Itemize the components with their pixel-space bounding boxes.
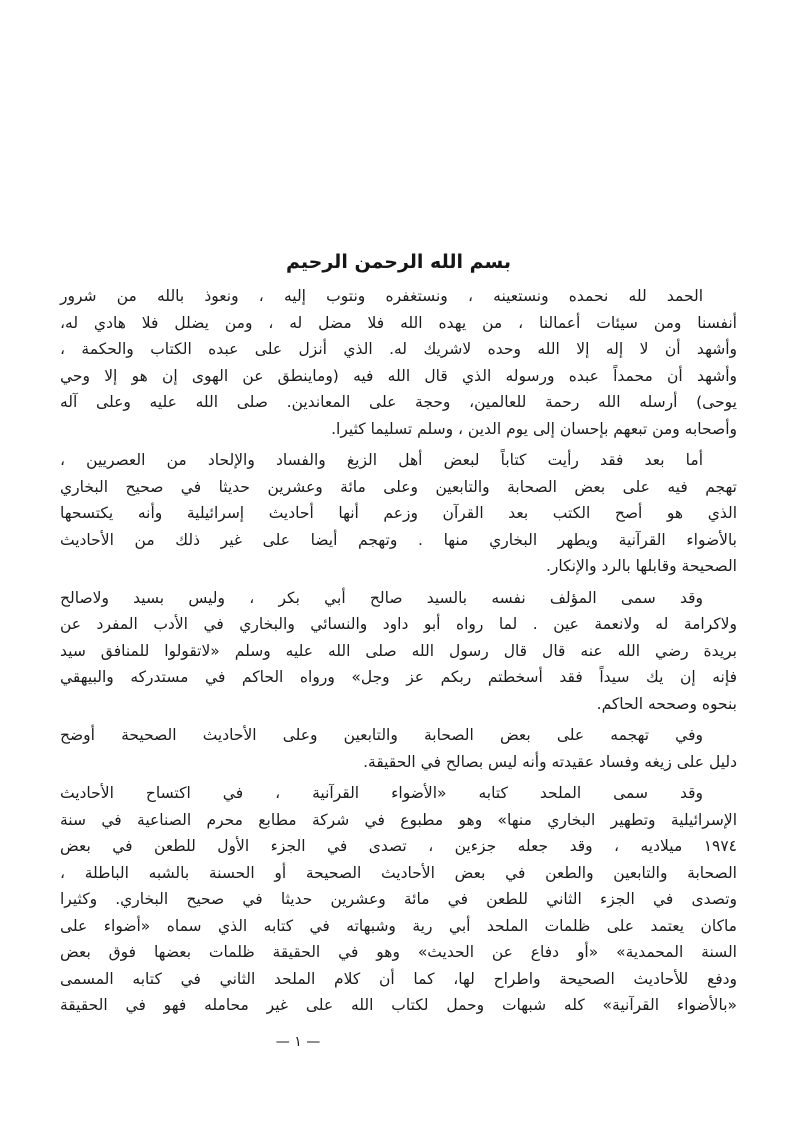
paragraph-hamd [60,283,737,442]
body-line: الذي هو أصح الكتب بعد القرآن وزعم أنها أحاديث إسرائيلية وأنه يكتسحها [60,504,737,522]
body-line: أنفسنا ومن سيئات أعمالنا ، من يهده الله فلا مضل له ، ومن يضلل فلا هادي له، [60,313,737,332]
body-line: السنة المحمدية» «أو دفاع عن الحديث» وهو في الحقيقة ظلمات بعضها فوق بعض [60,943,737,961]
text-block [60,246,737,1019]
page-number: — ١ — [275,1034,321,1050]
body-line: وقد سمى المؤلف نفسه بالسيد صالح أبي بكر ، وليس بسيد ولاصالح [60,588,703,607]
paragraph-amma-baad [60,447,737,580]
basmala-title: بسم الله الرحمن الرحيم [286,251,511,273]
body-line: الصحيحة وقابلها بالرد والإنكار. [545,557,737,575]
body-line: الحمد لله نحمده ونستعينه ، ونستغفره ونتوب إليه ، ونعوذ بالله من شرور [60,287,703,305]
paragraph-author-name [60,585,737,718]
body-line: وتصدى في الجزء الثاني للطعن في مائة وعشرين حديثا في صحيح البخاري. وكثيرا [60,890,737,908]
body-line: الصحابة والتابعين والطعن في بعض الأحاديث الصحيحة أو الحسنة بالشبه الباطلة ، [60,863,737,882]
body-line: وأصحابه ومن تبعهم بإحسان إلى يوم الدين ، وسلم تسليما كثيرا. [331,419,737,438]
paragraph-book-title [60,780,737,1019]
body-line: ١٩٧٤ ميلاديه ، وقد جعله جزءين ، تصدى في الجزء الأول للطعن في بعض [60,837,737,855]
body-line: دليل على زيغه وفساد عقيدته وأنه ليس بصالح في الحقيقة. [363,752,737,771]
body-line: وقد سمى الملحد كتابه «الأضواء القرآنية ، في اكتساح الأحاديث [60,784,703,802]
body-line: تهجم فيه على بعض الصحابة والتابعين وعلى مائة وعشرين حديثا في صحيح البخاري [60,477,737,496]
body-line: وفي تهجمه على بعض الصحابة والتابعين وعلى الأحاديث الصحيحة أوضح [60,726,703,744]
body-line: بريدة رضي الله عنه قال قال رسول الله صلى الله عليه وسلم «لاتقولوا للمنافق سيد [60,641,737,660]
body-line: أما بعد فقد رأيت كتاباً لبعض أهل الزيغ والفساد والإلحاد من العصريين ، [60,451,703,469]
body-line: «بالأضواء القرآنية» كله شبهات وحمل لكتاب الله على غير محامله فهو في الحقيقة [60,996,737,1014]
body-line: ودفع للأحاديث الصحيحة واطراح لها، كما أن كلام الملحد الثاني في كتابه المسمى [60,969,737,988]
paragraph-evidence [60,722,737,775]
body-line: بالأضواء القرآنية ويطهر البخاري منها . وتهجم أيضا على غير ذلك من الأحاديث [60,530,737,549]
body-line: فإنه إن يك سيداً فقد أسخطتم ربكم عز وجل» ورواه الحاكم في مستدركه والبيهقي [60,668,737,686]
body-line: ولاكرامة له ولانعمة عين . لما رواه أبو داود والنسائي والبخاري في الأدب المفرد عن [60,615,737,633]
body-line: بنحوه وصححه الحاكم. [596,694,737,713]
body-line: الإسرائيلية وتطهير البخاري منها» وهو مطبوع في شركة مطابع محرم الصناعية في سنة [60,810,737,829]
body-line: يوحى) أرسله الله رحمة للعالمين، وحجة على المعاندين. صلى الله عليه وعلى آله [60,393,737,411]
body-line: وأشهد أن لا إله إلا الله وحده لاشريك له. الذي أنزل على عبده الكتاب والحكمة ، [60,340,737,358]
body-line: ماكان يعتمد على ظلمات الملحد أبي رية وشبهاته في كتابه الذي سماه «أضواء على [60,916,737,935]
body-line: وأشهد أن محمداً عبده ورسوله الذي قال الله فيه (وماينطق عن الهوى إن هو إلا وحي [60,366,737,385]
